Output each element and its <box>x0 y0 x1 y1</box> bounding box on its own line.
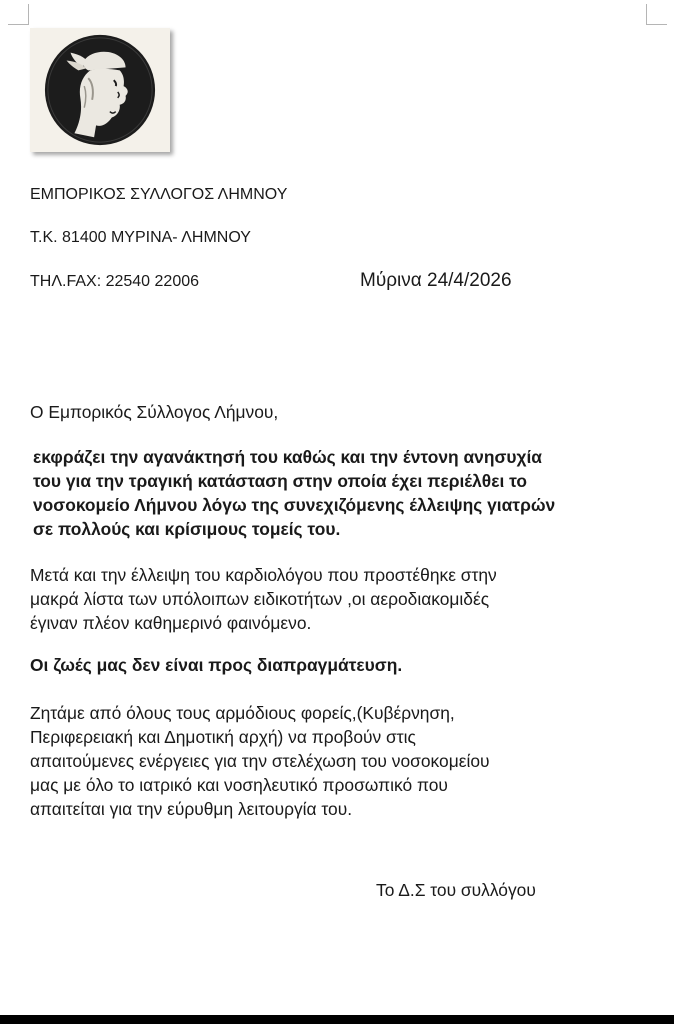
letter-date: Μύρινα 24/4/2026 <box>360 270 512 291</box>
logo <box>30 28 170 152</box>
signature: Το Δ.Σ του συλλόγου <box>376 880 536 900</box>
paragraph-concern: εκφράζει την αγανάκτησή του καθώς και την έντονη ανησυχία του για την τραγική κατάσταση στην οποία έχει περιέλθει το νοσοκομείο Λήμνου λόγω της συνεχιζόμενης έλλειψης γιατρών σε πολλούς και κρίσιμους τομείς του. <box>33 447 556 539</box>
phone-fax: ΤΗΛ.FAX: 22540 22006 <box>30 273 200 290</box>
address: Τ.Κ. 81400 ΜΥΡΙΝΑ- ΛΗΜΝΟΥ <box>30 229 251 246</box>
bottom-border <box>0 1015 674 1024</box>
paragraph-request: Ζητάμε από όλους τους αρμόδιους φορείς,(Κυβέρνηση, Περιφερειακή και Δημοτική αρχή) να προβούν στις απαιτούμενες ενέργειες για την στελέχωση του νοσοκομείου μας με όλο το ιατρικό και νοσηλευτικό προσωπικό που απαιτείται για την εύρυθμη λειτουργία του. <box>30 703 490 819</box>
paragraph-statement: Οι ζωές μας δεν είναι προς διαπραγμάτευση. <box>30 655 403 675</box>
paragraph-cardiologist: Μετά και την έλλειψη του καρδιολόγου που προστέθηκε στην μακρά λίστα των υπόλοιπων ειδικοτήτων ,οι αεροδιακομιδές έγιναν πλέον καθημερινό φαινόμενο. <box>30 565 497 633</box>
greeting: Ο Εμπορικός Σύλλογος Λήμνου, <box>30 402 279 422</box>
hermes-head-logo-icon <box>41 31 159 149</box>
crop-mark-top-left <box>8 4 29 25</box>
crop-mark-top-right <box>646 4 667 25</box>
org-name: ΕΜΠΟΡΙΚΟΣ ΣΥΛΛΟΓΟΣ ΛΗΜΝΟΥ <box>30 186 288 203</box>
